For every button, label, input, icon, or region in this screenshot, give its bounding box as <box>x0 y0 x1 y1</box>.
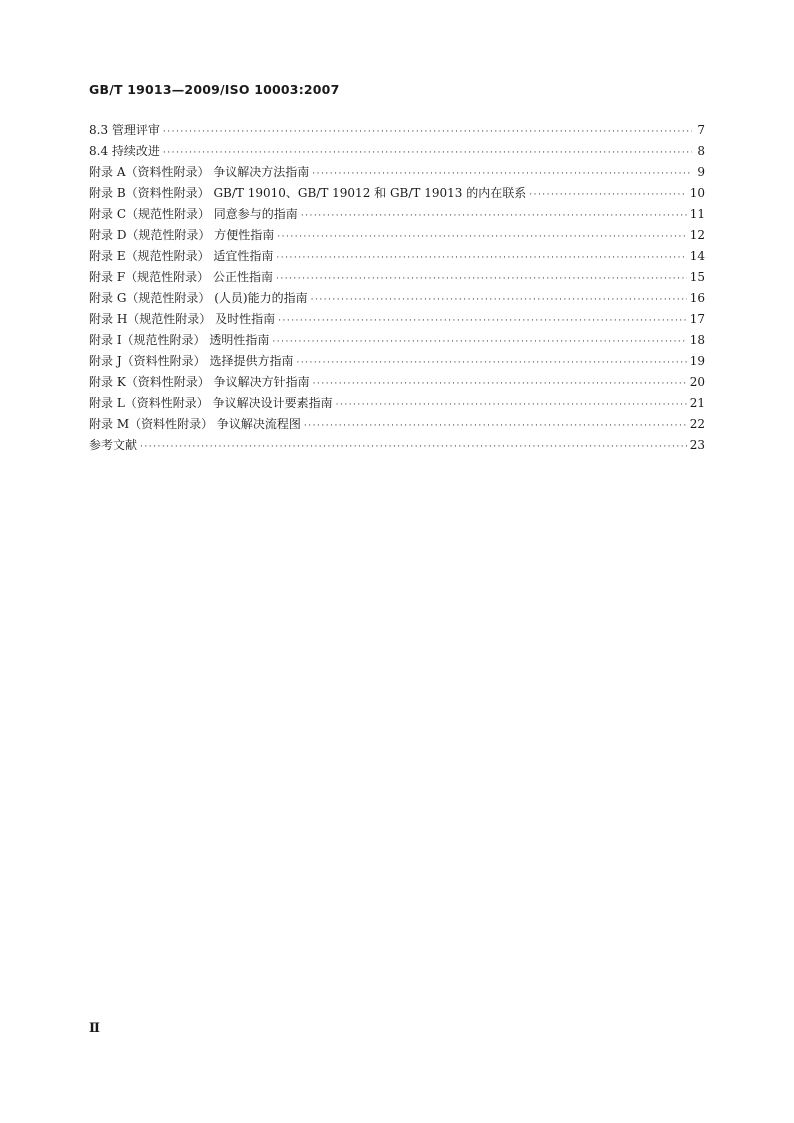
toc-entry-page: 21 <box>689 396 705 410</box>
dot-leader <box>278 311 687 332</box>
toc-entry-title: 附录 C（规范性附录） 同意参与的指南 <box>89 207 298 221</box>
toc-entry-page: 15 <box>689 270 705 284</box>
toc-entry-8-3[interactable] <box>89 120 705 141</box>
toc-entry-title: 8.4 持续改进 <box>89 144 160 158</box>
dot-leader <box>163 143 692 164</box>
dot-leader <box>296 353 686 374</box>
toc-entry-title: 附录 A（资料性附录） 争议解决方法指南 <box>89 165 310 179</box>
toc-entry-title: 附录 H（规范性附录） 及时性指南 <box>89 312 276 326</box>
toc-entry-annex-j[interactable] <box>89 351 705 372</box>
toc-entry-annex-h[interactable] <box>89 309 705 330</box>
toc-entry-title: 参考文献 <box>89 438 138 452</box>
toc-entry-page: 9 <box>697 165 705 179</box>
toc-entry-title: 附录 F（规范性附录） 公正性指南 <box>89 270 273 284</box>
toc-entry-annex-c[interactable] <box>89 204 705 225</box>
toc-entry-annex-f[interactable] <box>89 267 705 288</box>
toc-entry-title: 附录 I（规范性附录） 透明性指南 <box>89 333 270 347</box>
dot-leader <box>276 269 687 290</box>
toc-entry-annex-l[interactable] <box>89 393 705 414</box>
dot-leader <box>529 185 687 206</box>
toc-entry-page: 12 <box>689 228 705 242</box>
dot-leader <box>163 122 692 143</box>
toc-entry-page: 8 <box>697 144 705 158</box>
toc-entry-annex-a[interactable] <box>89 162 705 183</box>
toc-entry-page: 17 <box>689 312 705 326</box>
toc-entry-page: 23 <box>689 438 705 452</box>
toc-entry-bibliography[interactable] <box>89 435 705 456</box>
toc-entry-page: 20 <box>689 375 705 389</box>
toc-entry-annex-i[interactable] <box>89 330 705 351</box>
dot-leader <box>304 416 687 437</box>
toc-entry-title: 附录 D（规范性附录） 方便性指南 <box>89 228 275 242</box>
toc-entry-page: 19 <box>689 354 705 368</box>
dot-leader <box>277 227 686 248</box>
dot-leader <box>311 290 687 311</box>
toc-entry-title: 附录 E（规范性附录） 适宜性指南 <box>89 249 274 263</box>
toc-entry-annex-d[interactable] <box>89 225 705 246</box>
dot-leader <box>276 248 686 269</box>
toc-entry-annex-e[interactable] <box>89 246 705 267</box>
toc-entry-title: 附录 M（资料性附录） 争议解决流程图 <box>89 417 301 431</box>
toc-entry-annex-k[interactable] <box>89 372 705 393</box>
toc-entry-annex-g[interactable] <box>89 288 705 309</box>
toc-entry-page: 10 <box>689 186 705 200</box>
toc-entry-page: 22 <box>689 417 705 431</box>
table-of-contents <box>89 120 705 456</box>
toc-entry-8-4[interactable] <box>89 141 705 162</box>
dot-leader <box>140 437 687 458</box>
page-number: Ⅱ <box>89 1021 101 1036</box>
dot-leader <box>312 164 692 185</box>
toc-entry-page: 7 <box>697 123 705 137</box>
toc-entry-page: 18 <box>689 333 705 347</box>
toc-entry-page: 14 <box>689 249 705 263</box>
toc-entry-annex-m[interactable] <box>89 414 705 435</box>
toc-entry-page: 16 <box>689 291 705 305</box>
dot-leader <box>301 206 687 227</box>
toc-entry-annex-b[interactable] <box>89 183 705 204</box>
toc-entry-title: 附录 B（资料性附录） GB/T 19010、GB/T 19012 和 GB/T 19013 的内在联系 <box>89 186 527 200</box>
standard-header: GB/T 19013—2009/ISO 10003:2007 <box>89 82 340 97</box>
toc-entry-title: 附录 J（资料性附录） 选择提供方指南 <box>89 354 294 368</box>
toc-entry-page: 11 <box>689 207 705 221</box>
toc-entry-title: 8.3 管理评审 <box>89 123 160 137</box>
toc-entry-title: 附录 G（规范性附录） (人员)能力的指南 <box>89 291 308 305</box>
dot-leader <box>313 374 687 395</box>
toc-entry-title: 附录 L（资料性附录） 争议解决设计要素指南 <box>89 396 333 410</box>
dot-leader <box>336 395 687 416</box>
toc-entry-title: 附录 K（资料性附录） 争议解决方针指南 <box>89 375 310 389</box>
dot-leader <box>272 332 686 353</box>
